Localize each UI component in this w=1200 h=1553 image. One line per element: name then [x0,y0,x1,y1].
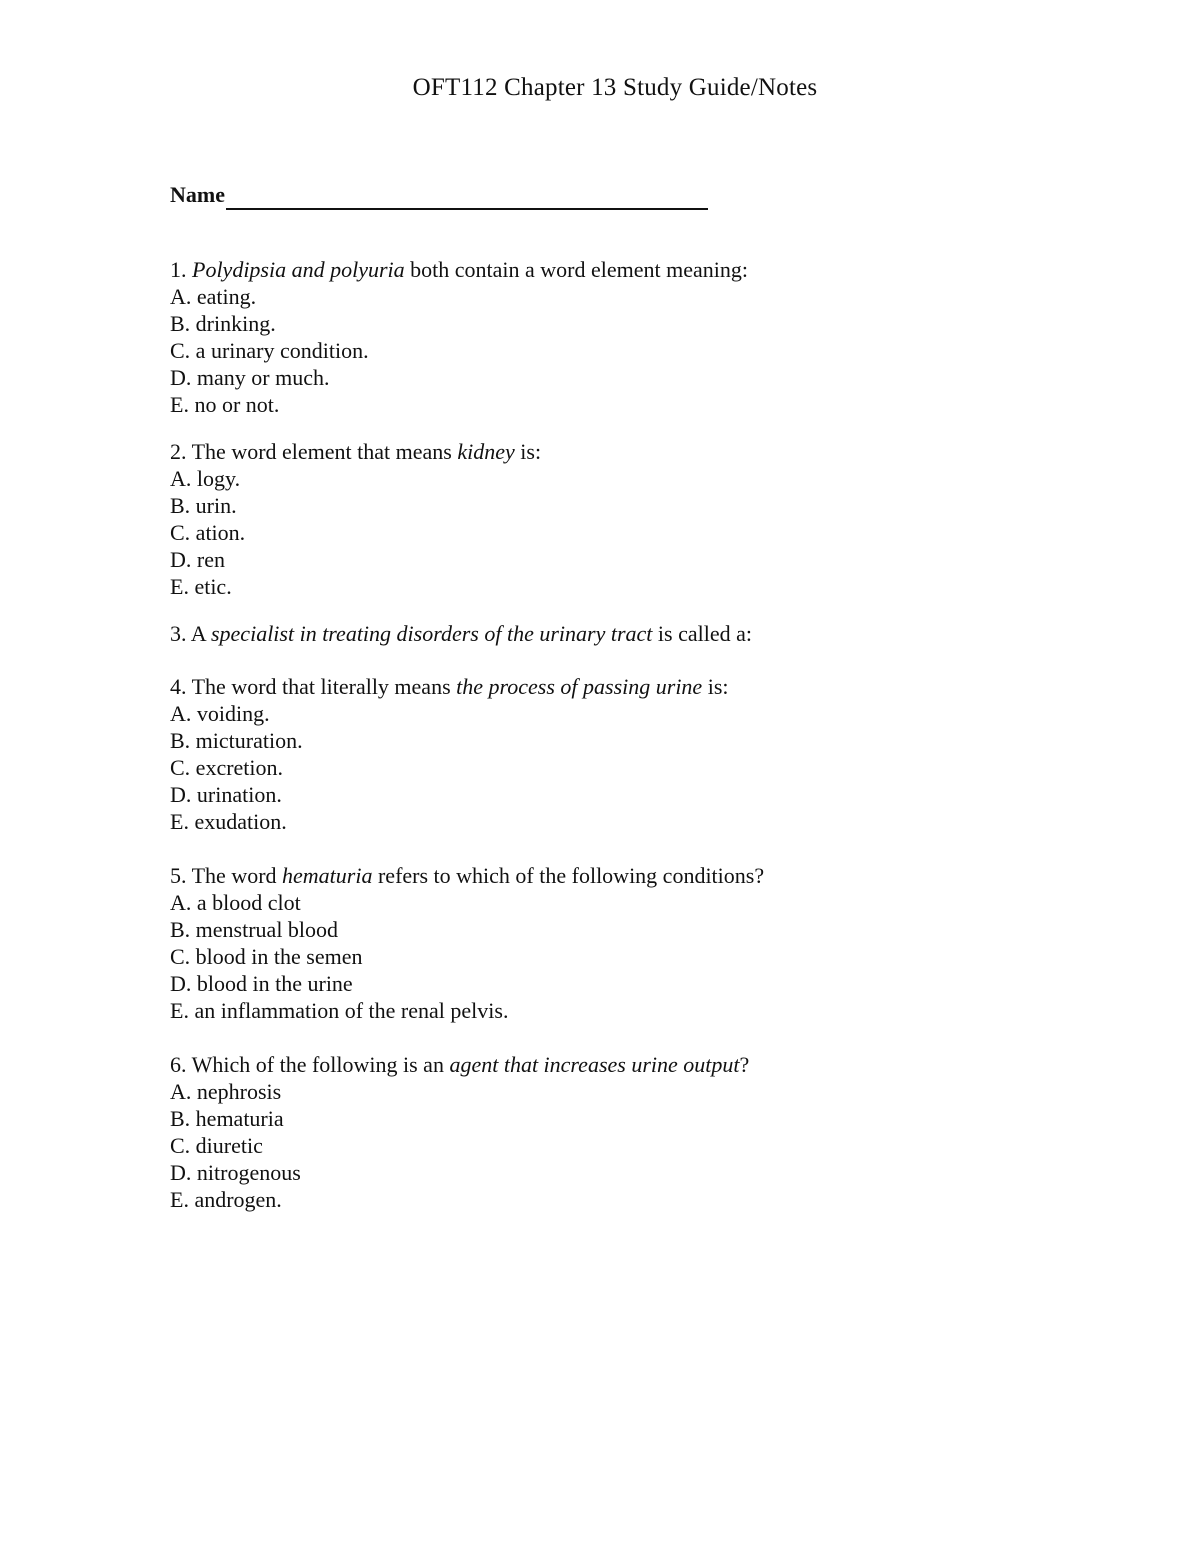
answer-option: E. etic. [170,574,232,599]
question-stem: 1. Polydipsia and polyuria both contain a word element meaning: [170,257,748,282]
question-emphasis: Polydipsia and polyuria [192,257,405,282]
question-stem: 3. A specialist in treating disorders of the urinary tract is called a: [170,621,752,646]
question-list [170,256,1070,1233]
answer-option: C. a urinary condition. [170,338,369,363]
question-1 [170,256,1070,418]
answer-option: D. blood in the urine [170,971,353,996]
answer-option: A. logy. [170,466,241,491]
question-stem: 2. The word element that means kidney is: [170,439,542,464]
answer-option: C. blood in the semen [170,944,363,969]
question-number: 2. [170,439,187,464]
question-stem: 4. The word that literally means the process of passing urine is: [170,674,729,699]
question-number: 1. [170,257,187,282]
answer-option: E. no or not. [170,392,280,417]
question-number: 3. [170,621,187,646]
question-emphasis: the process of passing urine [456,674,703,699]
question-2 [170,438,1070,600]
answer-option: C. diuretic [170,1133,263,1158]
answer-option: D. urination. [170,782,282,807]
answer-option: B. drinking. [170,311,276,336]
answer-option: B. micturation. [170,728,303,753]
question-emphasis: specialist in treating disorders of the urinary tract [210,621,653,646]
answer-option: A. voiding. [170,701,270,726]
question-emphasis: kidney [457,439,515,464]
answer-option: D. ren [170,547,225,572]
answer-option: D. many or much. [170,365,330,390]
name-blank-line [226,184,708,210]
question-number: 4. [170,674,187,699]
name-field [170,180,708,210]
answer-option: C. ation. [170,520,246,545]
question-emphasis: agent that increases urine output [449,1052,740,1077]
question-5 [170,862,1070,1024]
question-4 [170,673,1070,835]
answer-option: A. a blood clot [170,890,301,915]
name-label: Name [170,182,225,207]
question-number: 5. [170,863,187,888]
question-stem: 5. The word hematuria refers to which of the following conditions? [170,863,765,888]
answer-option: B. urin. [170,493,237,518]
question-stem: 6. Which of the following is an agent that increases urine output? [170,1052,750,1077]
page-title: OFT112 Chapter 13 Study Guide/Notes [412,74,818,101]
question-6 [170,1051,1070,1213]
answer-option: D. nitrogenous [170,1160,301,1185]
question-3 [170,620,1070,647]
answer-option: E. androgen. [170,1187,282,1212]
answer-option: A. eating. [170,284,257,309]
answer-option: B. hematuria [170,1106,284,1131]
question-emphasis: hematuria [282,863,373,888]
question-number: 6. [170,1052,187,1077]
answer-option: E. an inflammation of the renal pelvis. [170,998,509,1023]
answer-option: A. nephrosis [170,1079,282,1104]
answer-option: E. exudation. [170,809,287,834]
answer-option: B. menstrual blood [170,917,339,942]
answer-option: C. excretion. [170,755,284,780]
